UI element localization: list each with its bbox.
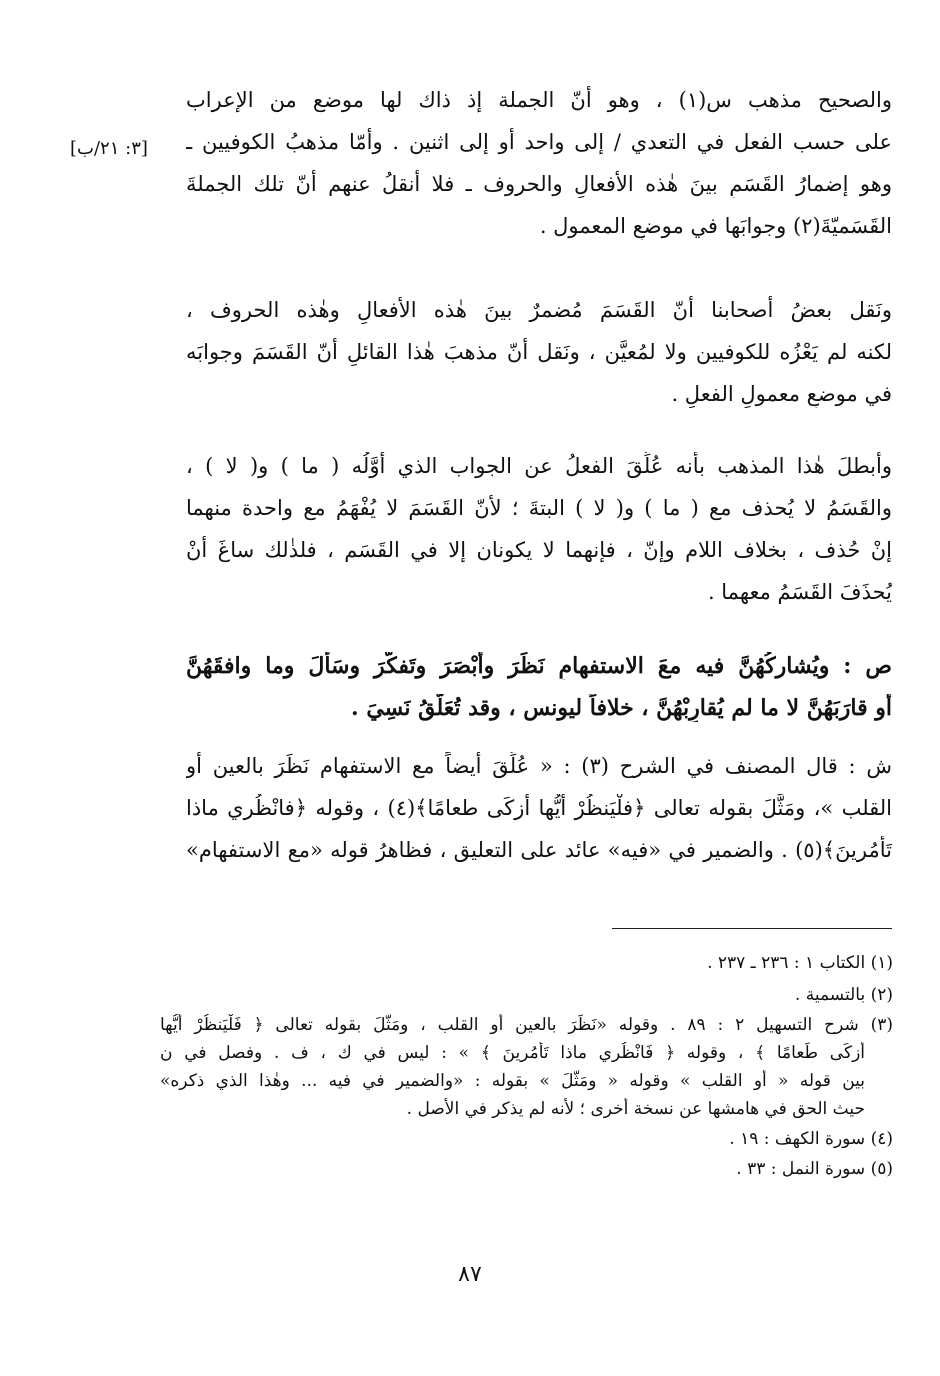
- text-line: تَأْمُرينَ﴾(٥) . والضمير في «فيه» عائد على التعليق ، فظاهرُ قوله «مع الاستفهام»: [186, 838, 892, 862]
- text-line: ش : قال المصنف في الشرح (٣) : « عُلِّقَ أيضاً مع الاستفهام نَظَرَ بالعين أو: [186, 754, 892, 778]
- footnote-1: (١) الكتاب ١ : ٢٣٦ ـ ٢٣٧ .: [707, 953, 893, 973]
- paragraph-1: [186, 86, 892, 240]
- text-line: يُحذَفَ القَسَمُ معهما .: [707, 580, 892, 604]
- text-line: وأبطلَ هٰذا المذهب بأنه عُلِّقَ الفعلُ عن الجواب الذي أوَّلُه ( ما ) و( لا ) ،: [186, 454, 892, 478]
- footnotes: [160, 952, 893, 1180]
- footnote-5: (٥) سورة النمل : ٣٣ .: [736, 1159, 893, 1179]
- text-line: والقَسَمُ لا يُحذف مع ( ما ) و( لا ) البتةَ ؛ لأنّ القَسَمَ لا يُفْهَمُ مع واحدة منهما: [186, 496, 892, 520]
- paragraph-3: [186, 452, 892, 606]
- footnote-3-line: حيث الحق في هامشها عن نسخة أخرى ؛ لأنه لم يذكر في الأصل .: [406, 1099, 865, 1119]
- matn-line: أو قارَبَهُنَّ لا ما لم يُقارِبْهُنَّ ، خلافاً ليونس ، وقد تُعَلَّقُ نَسِيَ .: [351, 695, 892, 721]
- text-line: لكنه لم يَعْزُه للكوفيين ولا لمُعيَّن ، ونَقل أنّ مذهبَ هٰذا القائلِ أنّ القَسَمَ وجوابَه: [186, 340, 892, 364]
- text-line: وهو إضمارُ القَسَمِ بينَ هٰذه الأفعالِ والحروف ـ فلا أنقلُ عنهم أنّ تلك الجملةَ: [186, 172, 892, 196]
- footnote-2: (٢) بالتسمية .: [794, 985, 893, 1005]
- footnote-3-line: بين قوله « أو القلب » وقوله « ومَثَّلَ » بقوله : «والضمير في فيه ... وهٰذا الذي ذكره»: [160, 1071, 865, 1091]
- footnote-3-line: (٣) شرح التسهيل ٢ : ٨٩ . وقوله «نَظَرَ بالعين أو القلب ، ومَثَّلَ بقوله تعالى ﴿ فَلْيَنظُرْ أيُّها: [160, 1015, 893, 1035]
- matn-line: ص : ويُشاركُهُنَّ فيه معَ الاستفهامِ نَظَرَ وأبْصَرَ وتَفكَّرَ وسَأَلَ وما وافقَهُنَّ: [186, 653, 892, 679]
- text-line: على حسب الفعل في التعدي / إلى واحد أو إلى اثنين . وأمّا مذهبُ الكوفيين ـ: [186, 130, 892, 154]
- text-line: القلب »، ومَثَّلَ بقوله تعالى ﴿فلْيَنظُرْ أيُّها أزكَى طعامًا﴾(٤) ، وقوله ﴿فانْظُري ماذا: [186, 796, 892, 820]
- footnote-separator: [612, 928, 892, 929]
- text-line: في موضعِ معمولِ الفعلِ .: [671, 382, 892, 406]
- margin-folio-note: [٣: ٢١/ب]: [70, 138, 148, 159]
- text-line: القَسَميّةَ(٢) وجوابَها في موضعِ المعمول .: [539, 214, 892, 238]
- matn-paragraph: [186, 652, 892, 722]
- text-line: والصحيح مذهب س(١) ، وهو أنّ الجملة إذ ذاك لها موضع من الإعراب: [186, 88, 892, 112]
- footnote-4: (٤) سورة الكهف : ١٩ .: [729, 1129, 893, 1149]
- paragraph-2: [186, 296, 892, 408]
- footnote-3-line: أزكَى طَعامًا ﴾ ، وقوله ﴿ فَانْظُري ماذا تَأْمُرينَ ﴾ » : ليس في ك ، ف . وفصل في ن: [160, 1043, 865, 1063]
- text-line: ونَقل بعضُ أصحابنا أنّ القَسَمَ مُضمرٌ بينَ هٰذه الأفعالِ وهٰذه الحروف ،: [186, 298, 892, 322]
- sharh-paragraph: [186, 752, 892, 864]
- text-line: إنْ حُذف ، بخلاف اللام وإنّ ، فإنهما لا يكونان إلا في القَسَم ، فلذٰلك ساغَ أنْ: [186, 538, 892, 562]
- page-number: ٨٧: [458, 1262, 482, 1287]
